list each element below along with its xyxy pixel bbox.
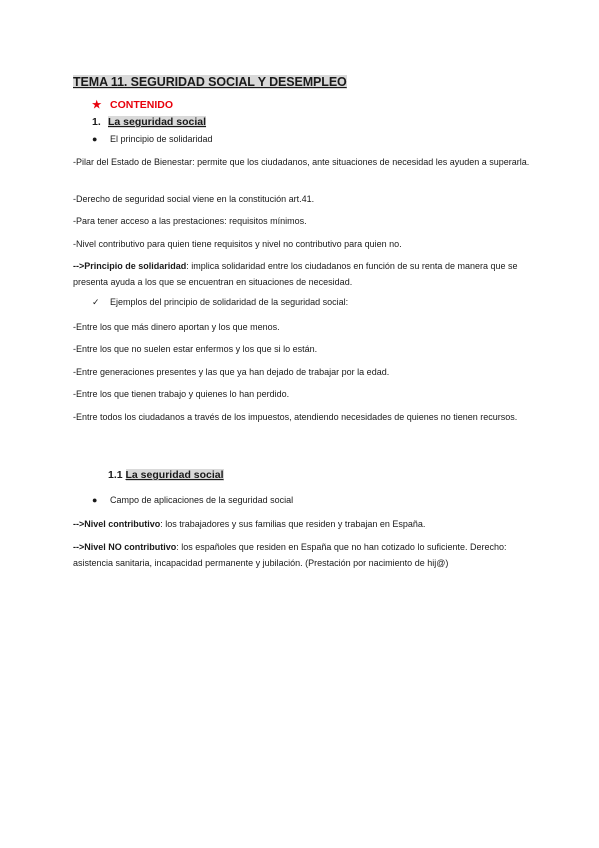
example-item: -Entre todos los ciudadanos a través de los impuestos, atendiendo necesidades de quienes no tienen recursos. xyxy=(73,412,518,422)
paragraph-derecho: -Derecho de seguridad social viene en la constitución art.41. xyxy=(73,194,315,204)
example-item: -Entre los que tienen trabajo y quienes lo han perdido. xyxy=(73,389,290,399)
star-icon: ★ xyxy=(92,99,102,111)
paragraph-pilar: -Pilar del Estado de Bienestar: permite que los ciudadanos, ante situaciones de necesidad les ayuden a superarla. xyxy=(73,157,530,167)
bullet-icon: ● xyxy=(92,134,98,144)
bullet-icon: ● xyxy=(92,495,98,505)
paragraph-principio: -->Principio de solidaridad: implica solidaridad entre los ciudadanos en función de su renta de manera que se presenta ayuda a los que se encuentran en situaciones de necesidad. xyxy=(73,261,518,287)
no-contributivo-term: Nivel NO contributivo xyxy=(84,542,177,552)
check-item-ejemplos: ✓ Ejemplos del principio de solidaridad de la seguridad social: xyxy=(92,297,349,307)
page-title: TEMA 11. SEGURIDAD SOCIAL Y DESEMPLEO xyxy=(73,75,347,89)
section-1-heading: 1. La seguridad social xyxy=(92,116,207,128)
principio-term: Principio de solidaridad xyxy=(84,261,187,271)
paragraph-acceso: -Para tener acceso a las prestaciones: requisitos mínimos. xyxy=(73,216,307,226)
paragraph-no-contributivo: -->Nivel NO contributivo: los españoles que residen en España que no han cotizado lo suficiente. Derecho: asistencia sanitaria, incapacidad permanente y jubilación. (Prestación por nacimiento de hij@) xyxy=(73,542,507,568)
bullet-campo: ● Campo de aplicaciones de la seguridad social xyxy=(92,495,294,505)
example-item: -Entre los que no suelen estar enfermos y los que si lo están. xyxy=(73,344,318,354)
example-item: -Entre generaciones presentes y las que ya han dejado de trabajar por la edad. xyxy=(73,367,390,377)
paragraph-contributivo: -->Nivel contributivo: los trabajadores y sus familias que residen y trabajan en España. xyxy=(73,519,426,529)
contributivo-term: Nivel contributivo xyxy=(84,519,161,529)
paragraph-nivel: -Nivel contributivo para quien tiene requisitos y nivel no contributivo para quien no. xyxy=(73,239,402,249)
section-1-1-heading: 1.1 La seguridad social xyxy=(108,469,224,481)
bullet-solidaridad: ● El principio de solidaridad xyxy=(92,134,213,144)
contents-heading: ★ CONTENIDO xyxy=(92,99,173,111)
example-item: -Entre los que más dinero aportan y los que menos. xyxy=(73,322,280,332)
checkmark-icon: ✓ xyxy=(92,297,100,307)
